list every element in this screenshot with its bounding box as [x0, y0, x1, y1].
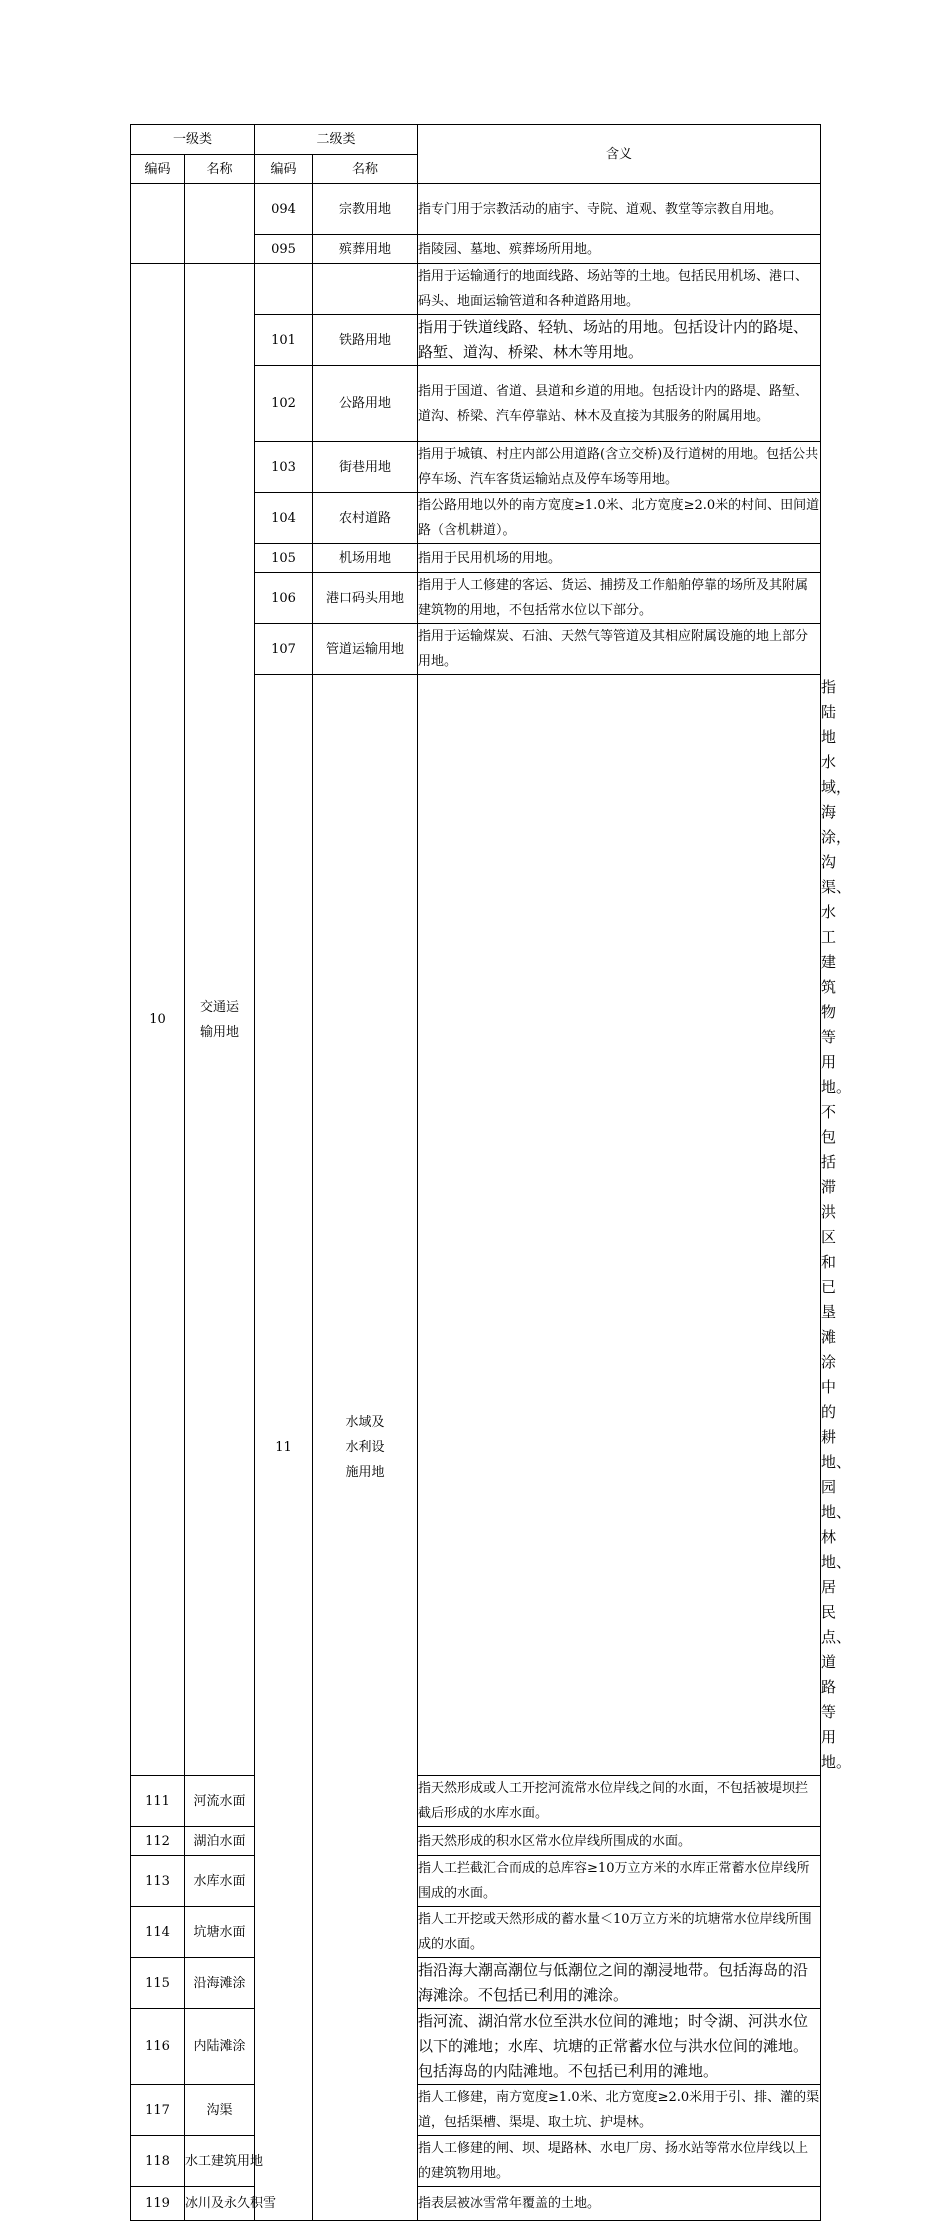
- desc-cell: 指公路用地以外的南方宽度≥1.0米、北方宽度≥2.0米的村间、田间道路（含机耕道）。: [418, 493, 821, 544]
- name-cell: 内陆滩涂: [185, 2009, 255, 2085]
- table-row: [131, 1907, 821, 1958]
- table-row: [131, 1856, 821, 1907]
- group-name-cell: [185, 264, 255, 1776]
- code-cell: 104: [255, 493, 313, 544]
- desc-cell: 指专门用于宗教活动的庙宇、寺院、道观、教堂等宗教自用地。: [418, 184, 821, 235]
- code-cell: 117: [131, 2085, 185, 2136]
- desc-cell: 指表层被冰雪常年覆盖的土地。: [418, 2187, 821, 2221]
- desc-cell: 指用于国道、省道、县道和乡道的用地。包括设计内的路堤、路堑、道沟、桥梁、汽车停靠站、林木及直接为其服务的附属用地。: [418, 366, 821, 442]
- name-cell: 公路用地: [313, 366, 418, 442]
- desc-cell: 指人工拦截汇合而成的总库容≥10万立方米的水库正常蓄水位岸线所围成的水面。: [418, 1856, 821, 1907]
- name-cell: 水工建筑用地: [185, 2136, 255, 2187]
- group-name-line: 输用地: [200, 1024, 240, 1040]
- table-row: [131, 184, 821, 235]
- name-cell: 机场用地: [313, 544, 418, 573]
- code-cell: 101: [255, 315, 313, 366]
- table-row: [131, 2009, 821, 2085]
- name-cell: 管道运输用地: [313, 624, 418, 675]
- desc-cell: 指天然形成的积水区常水位岸线所围成的水面。: [418, 1827, 821, 1856]
- code-cell: 107: [255, 624, 313, 675]
- code-cell: 119: [131, 2187, 185, 2221]
- desc-cell: 指陵园、墓地、殡葬场所用地。: [418, 235, 821, 264]
- name-cell: 沟渠: [185, 2085, 255, 2136]
- table-row: [131, 2085, 821, 2136]
- name-cell: [313, 264, 418, 315]
- code-cell: 112: [131, 1827, 185, 1856]
- code-cell: 113: [131, 1856, 185, 1907]
- code-cell: 095: [255, 235, 313, 264]
- group-name-line: 水利设: [345, 1440, 385, 1455]
- header-code-2: 编码: [255, 155, 313, 184]
- name-cell: 冰川及永久积雪: [185, 2187, 255, 2221]
- code-cell: [255, 264, 313, 315]
- group-name-line: 施用地: [345, 1465, 385, 1480]
- land-classification-table: [130, 124, 852, 2221]
- header-meaning: 含义: [418, 125, 821, 184]
- code-cell: 103: [255, 442, 313, 493]
- code-cell: 118: [131, 2136, 185, 2187]
- code-cell: 094: [255, 184, 313, 235]
- code-cell: 102: [255, 366, 313, 442]
- table-row: [131, 1776, 821, 1827]
- desc-cell: 指天然形成或人工开挖河流常水位岸线之间的水面，不包括被堤坝拦截后形成的水库水面。: [418, 1776, 821, 1827]
- code-cell: [418, 675, 821, 1776]
- name-cell: 农村道路: [313, 493, 418, 544]
- name-cell: 沿海滩涂: [185, 1958, 255, 2009]
- header-code-1: 编码: [131, 155, 185, 184]
- desc-cell: 指人工开挖或天然形成的蓄水量＜10万立方米的坑塘常水位岸线所围成的水面。: [418, 1907, 821, 1958]
- header-level2: 二级类: [255, 125, 418, 155]
- name-cell: 坑塘水面: [185, 1907, 255, 1958]
- group-code-cell: 11: [255, 675, 313, 2221]
- name-cell: 殡葬用地: [313, 235, 418, 264]
- desc-cell: 指人工修建，南方宽度≥1.0米、北方宽度≥2.0米用于引、排、灌的渠道，包括渠槽、渠堤、取土坑、护堤林。: [418, 2085, 821, 2136]
- desc-cell: 指河流、湖泊常水位至洪水位间的滩地；时令湖、河洪水位以下的滩地；水库、坑塘的正常蓄水位与洪水位间的滩地。包括海岛的内陆滩地。不包括已利用的滩地。: [418, 2009, 821, 2085]
- group-name-cell: [185, 184, 255, 264]
- table-row: [131, 1958, 821, 2009]
- desc-cell: 指用于城镇、村庄内部公用道路(含立交桥)及行道树的用地。包括公共停车场、汽车客货运输站点及停车场等用地。: [418, 442, 821, 493]
- header-name-2: 名称: [313, 155, 418, 184]
- name-cell: 水库水面: [185, 1856, 255, 1907]
- desc-cell: 指用于铁道线路、轻轨、场站的用地。包括设计内的路堤、路堑、道沟、桥梁、林木等用地。: [418, 315, 821, 366]
- header-row-1: [131, 125, 821, 155]
- group-code-cell: 10: [131, 264, 185, 1776]
- code-cell: 115: [131, 1958, 185, 2009]
- desc-cell: 指用于人工修建的客运、货运、捕捞及工作船舶停靠的场所及其附属建筑物的用地，不包括常水位以下部分。: [418, 573, 821, 624]
- name-cell: 街巷用地: [313, 442, 418, 493]
- desc-cell: 指用于运输通行的地面线路、场站等的土地。包括民用机场、港口、码头、地面运输管道和各种道路用地。: [418, 264, 821, 315]
- table-row: [131, 2136, 821, 2187]
- header-name-1: 名称: [185, 155, 255, 184]
- code-cell: 116: [131, 2009, 185, 2085]
- name-cell: 河流水面: [185, 1776, 255, 1827]
- name-cell: 宗教用地: [313, 184, 418, 235]
- code-cell: 114: [131, 1907, 185, 1958]
- name-cell: 港口码头用地: [313, 573, 418, 624]
- code-cell: 106: [255, 573, 313, 624]
- group-code-cell: [131, 184, 185, 264]
- desc-cell: 指用于民用机场的用地。: [418, 544, 821, 573]
- group-name-cell: [313, 675, 418, 2221]
- table-row: [131, 1827, 821, 1856]
- group-name-line: 交通运: [200, 999, 240, 1015]
- name-cell: 铁路用地: [313, 315, 418, 366]
- name-cell: 湖泊水面: [185, 1827, 255, 1856]
- desc-cell: 指沿海大潮高潮位与低潮位之间的潮浸地带。包括海岛的沿海滩涂。不包括已利用的滩涂。: [418, 1958, 821, 2009]
- code-cell: 111: [131, 1776, 185, 1827]
- desc-cell: 指人工修建的闸、坝、堤路林、水电厂房、扬水站等常水位岸线以上的建筑物用地。: [418, 2136, 821, 2187]
- table-row: [131, 264, 821, 315]
- header-level1: 一级类: [131, 125, 255, 155]
- code-cell: 105: [255, 544, 313, 573]
- group-name-line: 水域及: [345, 1415, 385, 1430]
- table-row: [131, 2187, 821, 2221]
- table-row: 11 水域及 水利设 施用地 指陆地水域，海涂，沟渠、水工建筑物等用地。不包括滞洪区和已垦滩涂中的耕地、园地、林地、居民点、道路等用地。: [131, 675, 821, 1776]
- desc-cell: 指用于运输煤炭、石油、天然气等管道及其相应附属设施的地上部分用地。: [418, 624, 821, 675]
